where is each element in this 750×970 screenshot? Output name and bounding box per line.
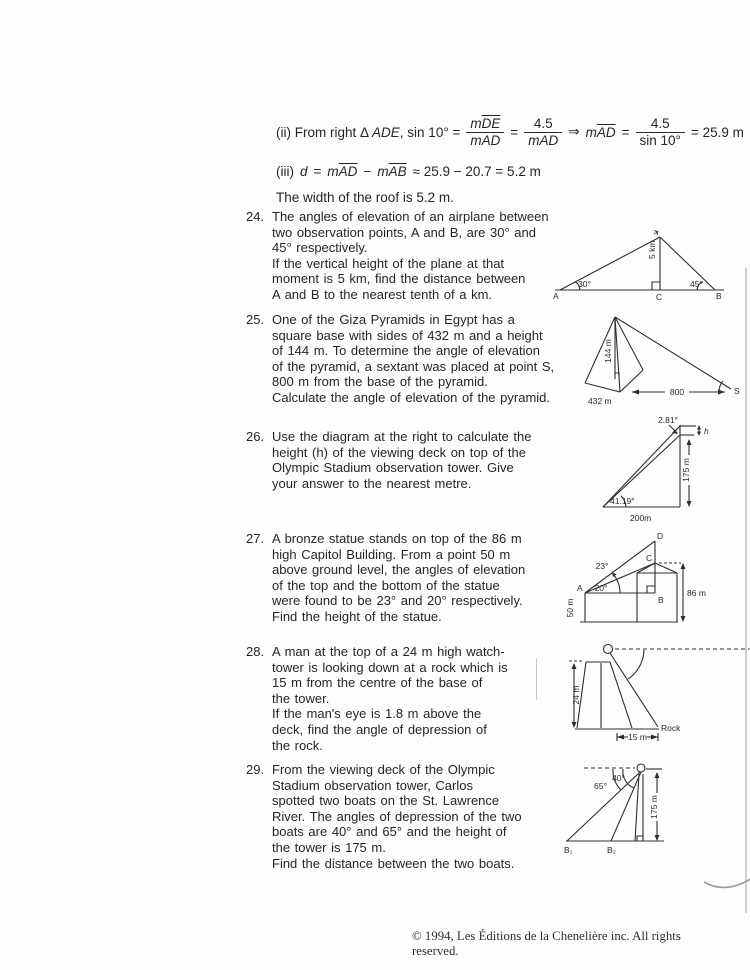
base-edge-left <box>585 383 620 392</box>
sight-line-B <box>660 237 715 290</box>
arrowhead-down <box>655 835 660 841</box>
problem-text: A bronze statue stands on top of the 86 m high Capitol Building. From a point 50 m above ground level, the angles of elevation of the top and the bottom of the statue were found to be 23° and 20° respectively. Find the height of the statue. <box>272 531 526 624</box>
problem-number: 29. <box>246 762 265 777</box>
angle-top-label: 23° <box>595 561 609 571</box>
problem-text: The angles of elevation of an airplane between two observation points, A and B, are 30° and 45° respectively. If the vertical height of the plane at that moment is 5 km, find the distance between A and B to the nearest tenth of a km. <box>272 209 549 302</box>
tower-height-label: 24 m <box>571 685 581 705</box>
viewing-deck-icon <box>637 764 645 772</box>
boat2-label: B₂ <box>607 845 616 855</box>
angle-40-label: 40° <box>612 773 625 783</box>
base-angle-label: 41.19° <box>610 496 635 506</box>
point-S-label: S <box>734 386 740 396</box>
arrowhead-right <box>651 735 658 740</box>
h-arrowhead-up <box>697 425 701 430</box>
altitude-label: 5 km <box>647 240 657 259</box>
problem-25 <box>246 312 584 406</box>
height-label: 144 m <box>603 339 613 363</box>
boat1-label: B₁ <box>564 845 573 855</box>
problem-text: Use the diagram at the right to calculate the height (h) of the viewing deck on top of the Olympic Stadium observation tower. Give your answer to the nearest metre. <box>272 429 532 491</box>
depression-angle-arc <box>628 650 644 679</box>
point-D-label: D <box>657 531 664 541</box>
eq-iii-result: ≈ 25.9 − 20.7 = 5.2 m <box>412 164 541 179</box>
airplane-elevation-diagram <box>552 203 747 303</box>
point-B-label: B <box>658 595 664 605</box>
solution-conclusion: The width of the roof is 5.2 m. <box>276 190 454 205</box>
h-arrowhead-down <box>697 432 701 437</box>
arrowhead-up <box>681 563 686 569</box>
tower-base-mark <box>637 836 643 841</box>
eq-ii-lead2: , sin 10° = <box>399 124 461 140</box>
problem-text: A man at the top of a 24 m high watch- tower is looking down at a rock which is 15 m from the centre of the base of the tower. If the man's eye is 1.8 m above the deck, find the angle of depression of the rock. <box>272 644 508 753</box>
point-C-label: C <box>656 292 663 302</box>
observation-tower-diagram <box>600 411 750 526</box>
roof-left <box>637 563 655 573</box>
angle-bottom-label: 20° <box>594 583 608 593</box>
problem-number: 25. <box>246 312 265 327</box>
building-height-label: 86 m <box>687 588 706 598</box>
eq-ii-result: = 25.9 m <box>690 124 744 140</box>
problem-24 <box>246 209 584 303</box>
equation-iii: (iii) d = $m\overline{AD}$ − $m\overline{AB}$ ≈ 25.9 − 20.7 = 5.2 m <box>276 164 541 179</box>
pyramid-diagram <box>573 307 750 407</box>
statue-building-diagram <box>556 527 718 629</box>
arrowhead-up <box>655 772 660 778</box>
base-edge-right <box>620 370 643 392</box>
height-label: 175 m <box>681 458 691 482</box>
distance-label: 800 <box>669 387 685 397</box>
arrowhead-up <box>572 663 577 669</box>
scan-smudge <box>536 658 537 700</box>
implies-arrow: ⇒ <box>568 124 580 140</box>
distance-label: 15 m <box>628 732 647 742</box>
sight-line-rock <box>610 653 658 727</box>
fraction-45-mAD: $\frac{4.5}{m\overline{AD}}$ <box>524 116 562 148</box>
equals-sign: = <box>621 124 630 140</box>
arrowhead-left <box>632 390 639 395</box>
height-label: 175 m <box>649 795 659 819</box>
problem-number: 26. <box>246 429 265 444</box>
page-edge-line <box>745 268 747 913</box>
equation-ii: (ii) From right Δ ADE, sin 10° = $\frac{m\overline{DE}}{m\overline{AD}}$ = $\frac{4.5}{m\overline{AD}}$ ⇒ $m\overline{AD}$ = $\frac{4.5}{\sin 10^\circ}$ = 25.9 m <box>276 116 744 148</box>
arrowhead-right <box>718 390 725 395</box>
arrowhead-up <box>687 439 692 445</box>
roof-right <box>655 563 677 573</box>
pyramid-right-edge <box>615 317 643 370</box>
arrowhead-down <box>572 722 577 728</box>
arrowhead-left <box>617 735 624 740</box>
right-angle-mark <box>652 282 660 290</box>
equals-sign: = <box>510 124 519 140</box>
angle-65-label: 65° <box>594 781 607 791</box>
sight-line-S <box>615 317 731 389</box>
watchtower-diagram <box>566 637 750 757</box>
problem-number: 28. <box>246 644 265 659</box>
problem-29 <box>246 762 584 871</box>
page-curl-mark <box>700 862 750 898</box>
arrowhead-down <box>681 616 686 622</box>
angle-A-label: 30° <box>578 279 591 289</box>
point-B-label: B <box>716 291 722 301</box>
problem-text: From the viewing deck of the Olympic Stadium observation tower, Carlos spotted two boats on the St. Lawrence River. The angles of depression of the two boats are 40° and 65° and the height of the tower is 175 m. Find the distance between the two boats. <box>272 762 522 871</box>
fraction-mDE-mAD: $\frac{m\overline{DE}}{m\overline{AD}}$ <box>466 116 504 148</box>
point-C-label: C <box>646 553 653 563</box>
eq-ii-lead: (ii) From right Δ <box>276 124 373 140</box>
fraction-45-sin10: $\frac{4.5}{\sin 10^\circ}$ <box>636 116 685 148</box>
observer-height-label: 50 m <box>565 598 575 618</box>
point-A-label: A <box>577 583 583 593</box>
problem-number: 27. <box>246 531 265 546</box>
h-label: h <box>704 426 709 436</box>
pyramid-front-edge <box>615 317 620 392</box>
tower-right-side <box>610 662 632 728</box>
copyright-line: © 1994, Les Éditions de la Chenelière inc. All rights reserved. <box>412 929 681 958</box>
sight-line-top <box>603 426 680 507</box>
right-angle-mark <box>647 586 655 593</box>
top-angle-label: 2.81° <box>658 415 678 425</box>
problem-text: One of the Giza Pyramids in Egypt has a square base with sides of 432 m and a height of 144 m. To determine the angle of elevation of the pyramid, a sextant was placed at point S, 800 m from the base of the pyramid. Calculate the angle of elevation of the pyramid. <box>272 312 555 405</box>
two-boats-diagram <box>564 755 709 863</box>
base-label: 432 m <box>588 396 612 406</box>
problem-27 <box>246 531 584 625</box>
problem-26 <box>246 429 584 491</box>
problem-28 <box>246 644 584 753</box>
airplane-icon: ✈ <box>651 226 663 239</box>
eq-ii-triangle-name: ADE <box>372 124 400 140</box>
rock-label: Rock <box>661 723 681 733</box>
point-A-label: A <box>553 291 559 301</box>
arrowhead-down <box>687 501 692 507</box>
problem-number: 24. <box>246 209 265 224</box>
angle-B-label: 45° <box>690 279 703 289</box>
angle-arc <box>613 574 620 593</box>
man-head-icon <box>604 645 613 654</box>
base-label: 200m <box>630 513 652 523</box>
